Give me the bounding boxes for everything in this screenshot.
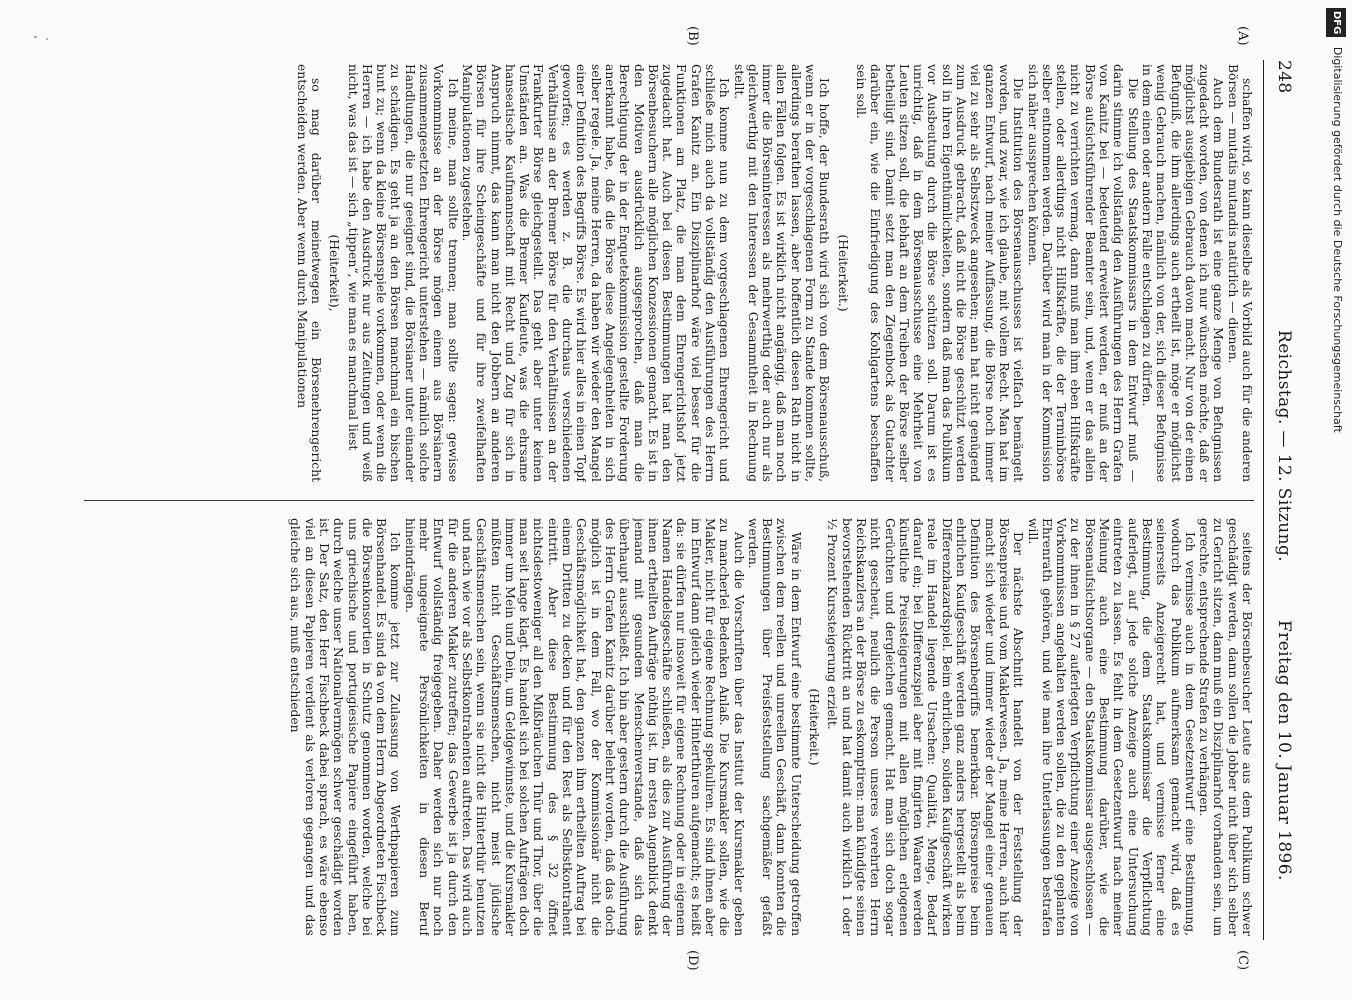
session-date: Freitag den 10. Januar 1896. bbox=[1274, 620, 1294, 881]
margin-mark-c: (C) bbox=[1235, 950, 1250, 971]
session-title: Reichstag. — 12. Sitzung. bbox=[1274, 330, 1294, 563]
column-divider bbox=[84, 500, 1254, 501]
interjection: (Heiterkeit), bbox=[327, 234, 342, 312]
left-text-column bbox=[84, 64, 1254, 482]
paragraph: seitens der Börsenbesucher Leute aus dem Publikum schwer geschädigt werden, dann sollen die Jobber nicht über sich selber zu Gericht sitzen, dann muß ein Disziplinarhof vorhanden sein, um gerechte, entsprechende Strafen zu verhängen. bbox=[1197, 518, 1254, 936]
paragraph: Auch die Vorschriften über das Institut der Kursmakler geben zu mancherlei Bedenken Anlaß. Die Kursmakler sollen, wie die Makler, nicht für eigene Rechnung spekuliren. Es sind ihnen aber im Entwurf dann gleich wieder Hinterthüren aufgemacht; es heißt da: sie dürfen nur insoweit für eigene Rechnung oder in eigenem Namen Handelsgeschäfte schließen, als dies zur Ausführung der ihnen ertheilten Aufträge nöthig ist. Im ersten Augenblick denkt jemand mit gesundem Menschenverstande, daß sich das überhaupt ausschließt. Ich bin aber gestern durch die Ausführung des Herrn Grafen Kanitz darüber belehrt worden, daß das doch möglich ist in dem Fall, wo der Kommissionär nicht die Geschäftsmöglichkeit hat, den ganzen ihm ertheilten Auftrag bei einem Dritten zu decken und für den Rest als Selbstkontrahent eintritt. Aber diese Bestimmung des § 32 öffnet nichtsdestoweniger all den Mißbräuchen Thür und Thor, über die man seit lange klagt. Es handelt sich bei solchen Aufträgen doch immer um Mein und Dein, um Geldgewinnste, und die Kursmakler müßten nicht Geschäftsmenschen, nicht meist jüdische Geschäftsmenschen sein, wenn sie nicht die Hinterthür benutzen und nach wie vor als Selbstkontrahenten auftreten. Das wird auch für die anderen Makler zutreffen; das Gewerbe ist ja durch den Entwurf vollständig freigegeben. Daher werden sich nur noch mehr ungeeignete Persönlichkeiten in diesen Beruf hineindrängen. bbox=[402, 518, 746, 936]
page-number: 248 bbox=[1274, 60, 1294, 94]
margin-mark-a: (A) bbox=[1235, 26, 1250, 46]
right-text-column bbox=[84, 518, 1254, 936]
paragraph: Die Institution des Börsenausschusses ist vielfach bemängelt worden, und zwar, wie ich glaube, mit vollem Recht. Man hat im ganzen Entwurf, nach meiner Auffassung, die Börse noch immer viel zu sehr als Selbstzweck angesehen; man hat nicht genügend zum Ausdruck gebracht, daß nicht die Börse geschützt werden soll in ihren Eigenthümlichkeiten, sondern daß man das Publikum vor Ausbeutung durch die Börse schützen soll. Darum ist es unrichtig, daß in dem Börsenausschusse eine Mehrheit von Leuten sitzen soll, die lebhaft an dem Treiben der Börse selber betheiligt sind. Damit setzt man den Ziegenbock als Gutachter darüber ein, wie die Einfriedigung des Kohlgartens beschaffen sein soll. bbox=[853, 64, 1026, 482]
paragraph: Der nächste Abschnitt handelt von der Feststellung der Börsenpreise und vom Maklerwesen. Ja, meine Herren, auch hier macht sich wieder und immer wieder der Mangel einer genauen Definition des Börsenbegriffs bemerkbar. Börsenpreise beim ehrlichen Kaufgeschäft werden ganz anders hergestellt als beim Differenzhazardspiel. Beim ehrlichen, soliden Kaufgeschäft wirken reale im Handel liegende Ursachen: Qualität, Menge, Bedarf darauf ein; bei Differenzspiel aber mit fingirten Waaren werden künstliche Preissteigerungen mit allen möglichen erlogenen Gerüchten und dergleichen gemacht. Hat man sich doch sogar nicht gescheut, neulich die Person unseres verehrten Herrn Reichskanzlers an der Börse zu eskomptiren: man kündigte seinen bevorstehenden Rücktritt an und hat damit auch wirklich 1 oder ½ Prozent Kurssteigerung erzielt. bbox=[825, 518, 1026, 936]
paragraph: schaffen wird, so kann dieselbe als Vorbild auch für die anderen Börsen — mutatis mutandis natürlich — dienen. bbox=[1225, 64, 1254, 482]
paragraph: Ich vermisse auch in dem Gesetzentwurf eine Bestimmung, wodurch das Publikum aufmerksam gemacht wird, daß es seinerseits Anzeigerecht hat, und vermisse ferner eine Bestimmung, die dem Staatskommissar die Verpflichtung auferlegt, auf jede solche Anzeige auch eine Untersuchung eintreten zu lassen. Es fehlt in dem Gesetzentwurf nach meiner Meinung auch eine Bestimmung darüber, wie die Börsenaufsichtsorgane — den Staatskommissar ausgeschlossen — zu der ihnen in § 27 auferlegten Verpflichtung einer Anzeige von Vorkommnissen angehalten werden sollen, die zu den geplanten Ehrenrath gehören, und wie man ihre Unterlassungen bestrafen will. bbox=[1025, 518, 1197, 936]
interjection: (Heiterkeit.) bbox=[807, 688, 822, 766]
rotated-newspaper-page bbox=[70, 26, 1300, 971]
interjection: (Heiterkeit.) bbox=[835, 234, 850, 312]
running-head bbox=[1263, 60, 1300, 940]
digitization-credit bbox=[1327, 8, 1347, 988]
paragraph: Ich meine, man sollte trennen; man sollte sagen: gewisse Vorkommnisse an der Börse mögen einem aus Börsianern zusammengesetzten Ehrengericht unterstehen — nämlich solche Handlungen, die nur geeignet sind, die Börsianer unter einander zu schädigen. Es geht ja an den Börsen manchmal ein bischen bunt zu; wenn da kleine Börsenspiele vorkommen, oder wenn die Herren — ich habe den Ausdruck nur aus Zeitungen und weiß nicht, was das ist — sich „tippen“, wie man es manchmal liest bbox=[345, 64, 460, 482]
scan-speck bbox=[46, 38, 48, 40]
paragraph: Ich komme jetzt zur Zulassung von Werthpapieren zum Börsenhandel. Es sind da von dem Herrn Abgeordneten Fischbeck die Börsenkonsortien in Schutz genommen worden, welche bei uns griechische und portugiesische Papiere eingeführt haben, durch welche unser Nationalvermögen schwer geschädigt worden ist. Der Satz, den Herr Fischbeck dabei sprach, es wäre ebenso viel an diesen Papieren verdient als verloren gegangen und das gleiche sich aus, muß entschieden bbox=[288, 518, 403, 936]
paragraph: Die Stellung des Staatskommissars in dem Entwurf muß — darin stimme ich vollständig den Ausführungen des Herrn Grafen von Kanitz bei — bedeutend erweitert werden, er muß an der Börse aufsichtsführender Beamter sein, und, wenn er das allein nicht zu verrichten vermag, dann muß man ihm eben Hilfskräfte stellen, oder allerdings nicht Hilfskräfte, die der Terminbörse selber entnommen werden. Darüber wird man in der Kommission sich näher aussprechen können. bbox=[1025, 64, 1140, 482]
credit-text: Digitalisierung gefördert durch die Deutsche Forschungsgemeinschaft bbox=[1331, 46, 1344, 433]
paragraph: Auch dem Bundesrath ist eine ganze Menge von Befugnissen zugedacht worden, von denen ich nur wünschen möchte, daß er möglichst ausgiebigen Gebrauch davon macht. Nur von der einen Befugniß, die ihm allerdings auch ertheilt ist, möge er möglichst wenig Gebrauch machen, nämlich von der, sich dieser Befugnisse in dem einen oder andern Falle entschlagen zu dürfen. bbox=[1139, 64, 1226, 482]
margin-mark-b: (B) bbox=[685, 26, 700, 46]
paragraph: Ich hoffe, der Bundesrath wird sich von dem Börsenausschuß, wenn er in der vorgeschlagenen Form zu Stande kommen sollte, allerdings berathen lassen, aber hoffentlich diesen Rath nicht in allen Fällen folgen. Es ist wirklich nicht angängig, daß man noch immer die Börseninteressen als mehrwerthig oder auch nur als gleichwerthig mit den Interessen der Gesammtheit in Rechnung stellt. bbox=[731, 64, 832, 482]
paragraph: Ich komme nun zu dem vorgeschlagenen Ehrengericht und schließe mich auch da vollständig den Ausführungen des Herrn Grafen Kanitz an. Ein Disziplinarhof wäre viel besser für die Funktionen am Platz, die man dem Ehrengerichtshof jetzt zugedacht hat. Auch bei diesen Bestimmungen hat man den Börsenbesuchern alle möglichen Konzessionen gemacht. Es ist in den Motiven ausdrücklich ausgesprochen, daß man die Berechtigung der in der Enquetekommission gestellte Forderung anerkannt habe, daß die Börse diese Angelegenheiten in sich selber regele. Ja, meine Herren, da haben wir wieder den Mangel einer Definition des Begriffs Börse. Es wird hier alles in einen Topf geworfen; es werden z. B. die durchaus verschiedenen Verhältnisse an der Bremer Börse für den Verhältnissen an der Frankfurter Börse gleichgestellt. Das geht aber unter keinen Umständen an. Was die Bremer Kaufleute, was die ehrsame hanseatische Kaufmannschaft mit Recht und Zug für sich in Anspruch nimmt, das kann man nicht den Jobbern an anderen Börsen für ihre Scheingeschäfte und für ihre zweifelhaften Manipulationen zugestehen. bbox=[459, 64, 732, 482]
scan-speck bbox=[34, 36, 37, 38]
margin-mark-d: (D) bbox=[685, 950, 700, 971]
dfg-logo: DFG bbox=[1326, 8, 1346, 37]
paragraph: Wäre in dem Entwurf eine bestimmte Unterscheidung getroffen zwischen dem reellen und unreellen Geschäft, dann konnten die Bestimmungen über Preisfeststellung sachgemäßer gefaßt werden. bbox=[745, 518, 803, 936]
paragraph: so mag darüber meinetwegen ein Börsenehrengericht entscheiden werden. Aber wenn durch Manipulationen bbox=[294, 64, 323, 482]
